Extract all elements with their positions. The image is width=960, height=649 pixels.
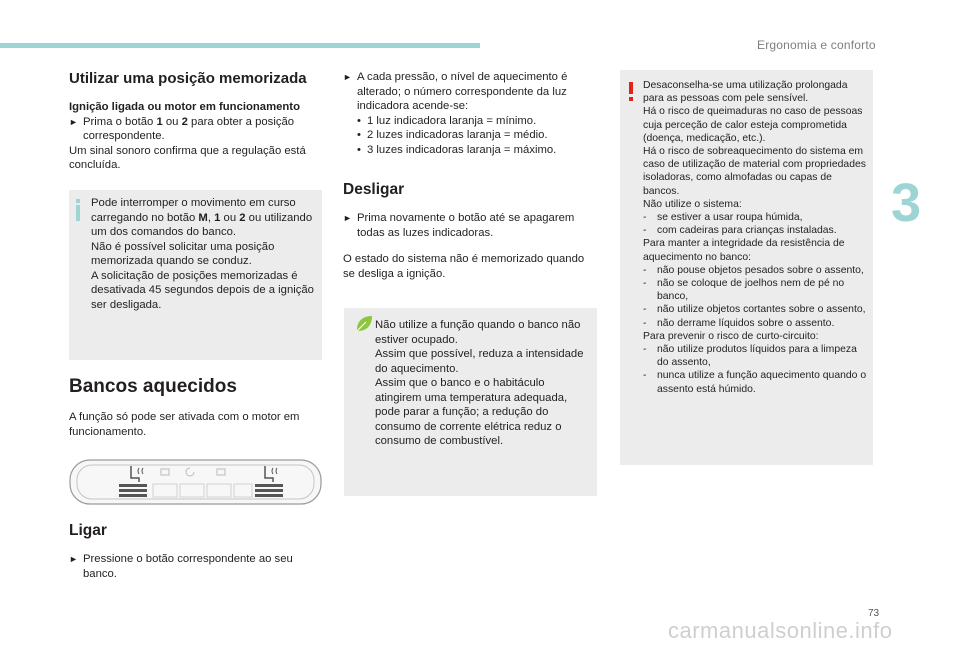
- level-item: • 1 luz indicadora laranja = mínimo.: [357, 114, 537, 127]
- page-number: 73: [868, 608, 880, 619]
- heated-title: Bancos aquecidos: [69, 376, 237, 397]
- arrow-icon: ►: [69, 116, 78, 127]
- warning-box-text: Desaconselha-se uma utilização prolongada para as pessoas com pele sensível. Há o risco de queimaduras no caso de pessoas cuja perceção de calor esteja comprometida (doença, medicação, etc.). Há o risco de sobreaquecimento do sistema em caso de utilização de material com propriedades isoladoras, como almofadas ou capas de bancos. Não utilize o sistema: - se estiver a usar roupa húmida, - com cadeiras para crianças instaladas. Para manter a integridade da resistência de aquecimento no banco: - não pouse objetos pesados sobre o assento, - não se coloque de joelhos nem de pé no banco, - não utilize objetos cortantes sobre o assento, - não derrame líquidos sobre o assento. Para prevenir o risco de curto-circuito: - não utilize produtos líquidos para a limpeza do assento, - nunca utilize a função aquecimento quando o assento está húmido.: [643, 80, 867, 395]
- info-icon: [76, 205, 80, 221]
- memorized-subtitle: Ignição ligada ou motor em funcionamento: [69, 101, 300, 113]
- arrow-icon: ►: [343, 72, 352, 82]
- desligar-text: O estado do sistema não é memorizado quando se desliga a ignição.: [343, 253, 585, 280]
- seat-heater-panel: [69, 454, 322, 510]
- arrow-icon: ►: [69, 554, 78, 564]
- heated-text: A função só pode ser ativada com o motor em funcionamento.: [69, 411, 300, 438]
- desligar-title: Desligar: [343, 181, 405, 198]
- eco-leaf-icon: [354, 314, 374, 334]
- level-item: • 2 luzes indicadoras laranja = médio.: [357, 129, 548, 141]
- heated-section: [69, 376, 324, 439]
- memorized-title: Utilizar uma posição memorizada: [69, 70, 307, 87]
- ligar-section: [69, 522, 324, 581]
- memorized-text: Um sinal sonoro confirma que a regulação está concluída.: [69, 144, 306, 171]
- ligar-title: Ligar: [69, 522, 107, 539]
- section-title: Ergonomia e conforto: [757, 38, 876, 52]
- level-item: • 3 luzes indicadoras laranja = máximo.: [357, 143, 557, 156]
- eco-box-text: Não utilize a função quando o banco não estiver ocupado. Assim que possível, reduza a intensidade do aquecimento. Assim que o banco e o habitáculo atingirem uma temperatura adequada, pode parar a função; a redução do consumo de corrente elétrica reduz o consumo de combustível.: [375, 319, 584, 447]
- info-box-text: Pode interromper o movimento em curso carregando no botão M, 1 ou 2 ou utilizando um dos comandos do banco. Não é possível solicitar uma posição memorizada quando se conduz. A solicitação de posições memorizadas é desativada 45 segundos depois de a ignição ser desligada.: [91, 197, 314, 311]
- arrow-icon: ►: [343, 213, 352, 223]
- ligar-bullet: ► Pressione o botão correspondente ao seu banco.: [69, 553, 293, 580]
- column-middle: [343, 70, 593, 281]
- column-left: [69, 70, 324, 173]
- chapter-number: 3: [891, 173, 922, 233]
- levels-bullet: ► A cada pressão, o nível de aquecimento é alterado; o número correspondente da luz indicadora acende-se:: [343, 71, 568, 112]
- header-accent-bar: [0, 43, 480, 48]
- warning-icon: [629, 82, 633, 94]
- memorized-bullet: ► Prima o botão 1 ou 2 para obter a posição correspondente.: [69, 115, 295, 142]
- seat-heater-panel-drawing: [69, 454, 322, 510]
- desligar-bullet: ► Prima novamente o botão até se apagarem todas as luzes indicadoras.: [343, 212, 575, 239]
- watermark[interactable]: carmanualsonline.info: [668, 618, 893, 643]
